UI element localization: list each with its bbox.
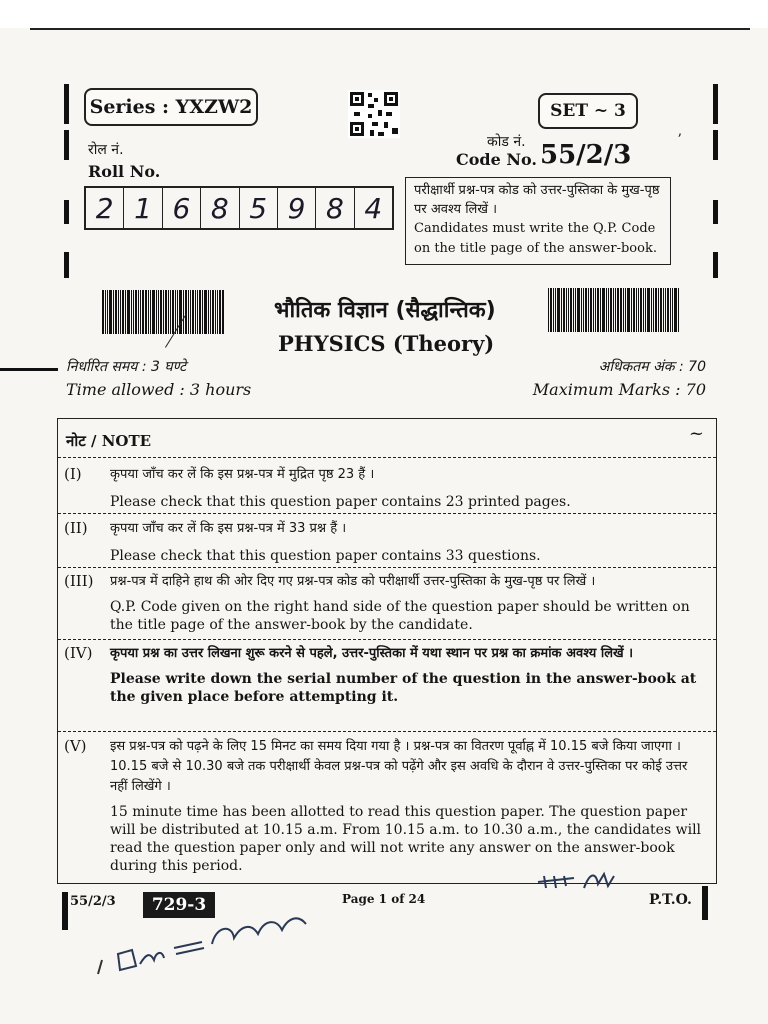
barcode-bar [133,290,134,334]
barcode-bar [665,288,666,332]
set-label: SET ~ 3 [550,101,626,121]
tick-mark: ʼ [677,132,682,148]
barcode-right [548,288,690,332]
barcode-bar [142,290,144,334]
footer-left-bar [62,892,68,930]
pto-label: P.T.O. [649,892,692,908]
divider [58,731,716,732]
barcode-bar [640,288,642,332]
barcode-bar [550,288,552,332]
barcode-bar [620,288,622,332]
note-text-hindi: कृपया जाँच कर लें कि इस प्रश्न-पत्र में मुद्रित पृष्ठ 23 हैं । [110,467,375,482]
barcode-bar [602,288,605,332]
roll-digit: 1 [124,188,162,228]
instruction-english: Candidates must write the Q.P. Code on the title page of the answer-book. [414,221,657,256]
barcode-bar [140,290,141,334]
barcode-bar [615,288,616,332]
qr-code-icon [348,90,400,138]
left-edge-mark [64,130,69,160]
divider [58,567,716,568]
barcode-bar [163,290,164,334]
barcode-bar [610,288,612,332]
barcode-bar [210,290,211,334]
note-heading: नोट / NOTE [66,432,152,450]
right-edge-mark [713,130,718,160]
roll-digit: 6 [163,188,201,228]
margin-mark [0,368,58,371]
barcode-bar [577,288,580,332]
barcode-bar [627,288,630,332]
divider [58,513,716,514]
note-text-hindi: कृपया प्रश्न का उत्तर लिखना शुरू करने से पहले, उत्तर-पुस्तिका में यथा स्थान पर प्रश्न का क्रमांक अवश्य लिखें । [110,646,634,661]
barcode-left [102,290,230,334]
barcode-bar [131,290,132,334]
barcode-bar [135,290,137,334]
barcode-bar [127,290,130,334]
barcode-bar [613,288,614,332]
time-allowed-hindi: निर्धारित समय : 3 घण्टे [66,359,187,375]
series-box [84,88,258,126]
barcode-bar [593,288,594,332]
note-number: (II) [64,519,88,537]
roll-digit: 2 [86,188,124,228]
footer-code-box: 729-3 [143,892,215,918]
barcode-bar [120,290,121,334]
left-edge-mark [64,252,69,278]
barcode-bar [575,288,576,332]
barcode-bar [165,290,167,334]
barcode-bar [222,290,224,334]
barcode-bar [663,288,664,332]
roll-digit: 4 [364,191,383,225]
barcode-bar [667,288,669,332]
barcode-bar [208,290,209,334]
barcode-bar [561,288,562,332]
barcode-bar [145,290,147,334]
barcode-bar [204,290,207,334]
barcode-bar [168,290,169,334]
subject-title-hindi: भौतिक विज्ञान (सैद्धान्तिक) [274,298,496,323]
barcode-bar [595,288,596,332]
barcode-bar [678,288,679,332]
note-number: (V) [64,737,87,755]
barcode-bar [172,290,174,334]
barcode-bar [585,288,587,332]
left-edge-mark [64,84,69,124]
note-box [57,418,717,884]
barcode-bar [672,288,673,332]
barcode-bar [608,288,609,332]
note-number: (III) [64,572,94,590]
set-box [538,93,638,129]
barcode-bar [631,288,632,332]
barcode-bar [625,288,626,332]
barcode-bar [600,288,601,332]
note-text-english: Please check that this question paper contains 33 questions. [110,548,541,564]
barcode-bar [188,290,189,334]
instruction-hindi: परीक्षार्थी प्रश्न-पत्र कोड को उत्तर-पुस्तिका के मुख-पृष्ठ पर अवश्य लिखें । [414,183,660,217]
left-edge-mark [64,200,69,224]
note-text-english: Q.P. Code given on the right hand side of the question paper should be written on the title page of the answer-book by the candidate. [110,599,690,633]
barcode-bar [568,288,569,332]
barcode-bar [643,288,644,332]
barcode-bar [588,288,589,332]
barcode-bar [674,288,677,332]
barcode-bar [195,290,196,334]
subject-title-sub: (Theory) [392,331,495,356]
barcode-bar [152,290,155,334]
maximum-marks-hindi: अधिकतम अंक : 70 [598,359,706,375]
subject-title [278,331,494,356]
note-text-english: Please write down the serial number of the question in the answer-book at the given place before attempting it. [110,671,697,705]
barcode-bar [590,288,592,332]
code-label: Code No. [456,150,537,169]
barcode-bar [658,288,659,332]
barcode-bar [638,288,639,332]
barcode-bar [557,288,560,332]
barcode-bar [215,290,216,334]
barcode-bar [563,288,565,332]
barcode-bar [118,290,119,334]
barcode-bar [217,290,218,334]
barcode-bar [655,288,657,332]
divider [58,457,716,458]
barcode-bar [197,290,198,334]
barcode-bar [636,288,637,332]
candidate-instruction-box [405,177,671,265]
barcode-bar [553,288,554,332]
barcode-bar [179,290,182,334]
barcode-bar [606,288,607,332]
roll-digit: 8 [316,188,354,228]
code-label-hindi: कोड नं. [487,134,526,150]
note-text-hindi: कृपया जाँच कर लें कि इस प्रश्न-पत्र में 33 प्रश्न हैं । [110,521,347,536]
page-indicator: Page 1 of 24 [342,892,426,906]
barcode-bar [647,288,650,332]
barcode-bar [202,290,203,334]
barcode-bar [156,290,157,334]
barcode-bar [581,288,582,332]
roll-digit: 5 [240,188,278,228]
roll-digit: 8 [201,188,239,228]
subject-title-main: PHYSICS [278,331,386,356]
barcode-bar [170,290,171,334]
barcode-bar [555,288,556,332]
barcode-bar [158,290,159,334]
footer-right-bar [702,886,708,920]
barcode-bar [597,288,599,332]
divider [58,639,716,640]
barcode-bar [122,290,124,334]
barcode-bar [566,288,567,332]
barcode-bar [105,290,106,334]
barcode-bar [125,290,126,334]
barcode-bar [150,290,151,334]
barcode-bar [148,290,149,334]
note-text-english: Please check that this question paper contains 23 printed pages. [110,494,571,510]
barcode-bar [573,288,574,332]
barcode-bar [107,290,108,334]
handwritten-scribble [92,894,322,984]
tilde-mark: ~ [688,423,704,444]
barcode-bar [623,288,624,332]
time-allowed: Time allowed : 3 hours [66,380,252,399]
roll-digit: 9 [278,188,316,228]
barcode-bar [115,290,117,334]
barcode-bar [570,288,572,332]
barcode-bar [645,288,646,332]
barcode-bar [199,290,201,334]
series-label: Series : YXZW2 [89,96,253,118]
barcode-bar [670,288,671,332]
barcode-bar [583,288,584,332]
roll-label: Roll No. [88,162,161,181]
note-text-hindi: प्रश्न-पत्र में दाहिने हाथ की ओर दिए गए प्रश्न-पत्र कोड को परीक्षार्थी उत्तर-पुस्तिका के मुख-पृष्ठ पर लिखें । [110,574,596,589]
roll-label-hindi: रोल नं. [88,142,124,158]
barcode-bar [192,290,194,334]
right-edge-mark [713,200,718,224]
barcode-bar [548,288,549,332]
barcode-bar [138,290,139,334]
barcode-bar [219,290,221,334]
barcode-bar [102,290,104,334]
right-edge-mark [713,84,718,124]
right-edge-mark [713,252,718,278]
barcode-bar [653,288,654,332]
code-number: 55/2/3 [540,140,632,170]
barcode-bar [185,290,187,334]
roll-number-grid [84,186,394,230]
scan-top-margin [0,0,768,30]
note-text-hindi: इस प्रश्न-पत्र को पढ़ने के लिए 15 मिनट का समय दिया गया है । प्रश्न-पत्र का वितरण पूर्वाह्न में 10.15 बजे किया जाएगा । 10.15 बजे से 10.30 बजे तक परीक्षार्थी केवल प्रश्न-पत्र को पढ़ेंगे और इस अवधि के दौरान वे उत्तर-पुस्तिका पर कोई उत्तर नहीं लिखेंगे । [110,739,688,794]
note-text-english: 15 minute time has been allotted to read this question paper. The question paper will be distributed at 10.15 a.m. From 10.15 a.m. to 10.30 a.m., the candidates will read the question paper only and will not write any answer on the answer-book during this period. [110,804,702,874]
barcode-bar [109,290,112,334]
barcode-bar [183,290,184,334]
barcode-bar [113,290,114,334]
barcode-bar [212,290,214,334]
handwritten-scribble [534,868,630,894]
barcode-bar [190,290,191,334]
barcode-bar [617,288,619,332]
footer-code: 55/2/3 [70,894,116,909]
barcode-bar [160,290,162,334]
note-number: (IV) [64,644,93,662]
barcode-bar [651,288,652,332]
barcode-bar [633,288,635,332]
maximum-marks: Maximum Marks : 70 [532,380,706,399]
top-rule [30,28,750,30]
barcode-bar [660,288,662,332]
note-number: (I) [64,465,82,483]
